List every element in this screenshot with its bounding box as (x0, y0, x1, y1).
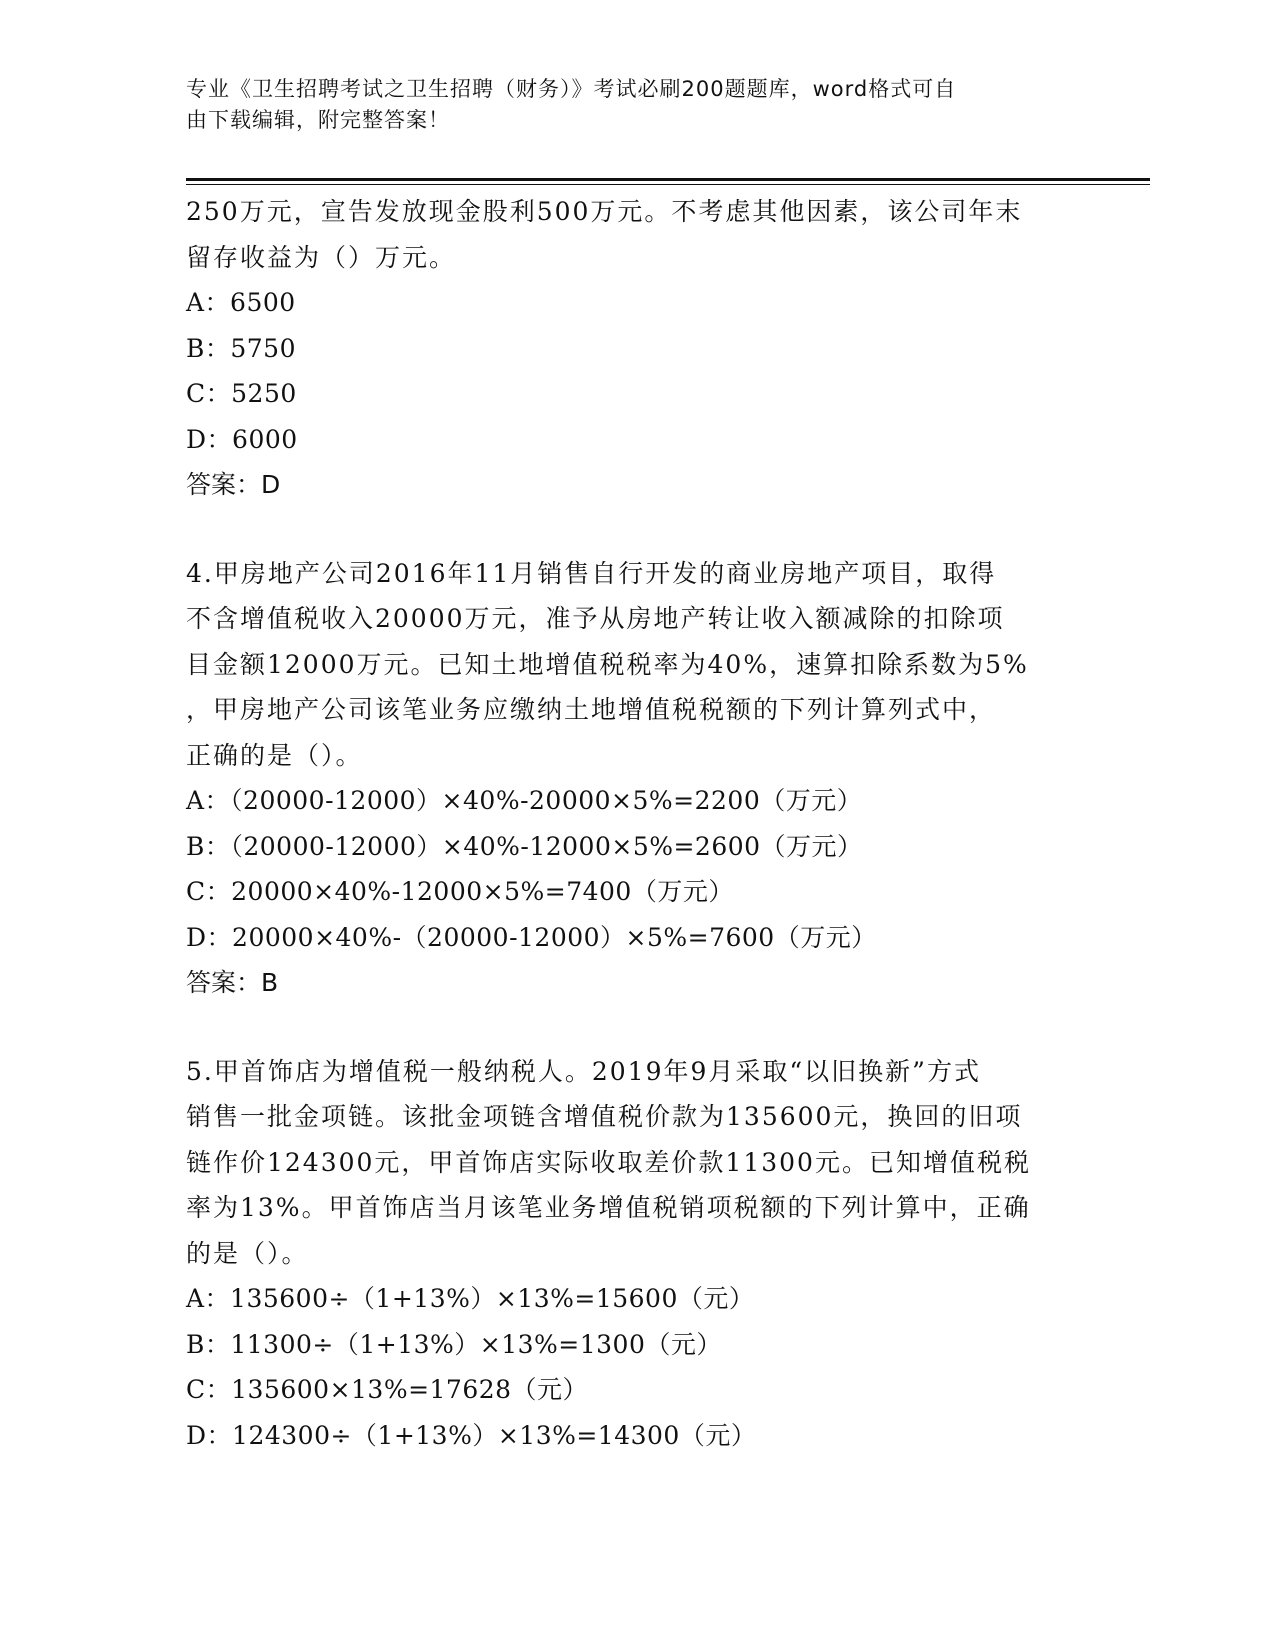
spacer (186, 1006, 1086, 1049)
question-4-option-d: D：20000×40%-（20000-12000）×5%=7600（万元） (186, 922, 877, 952)
question-3 (186, 189, 1086, 508)
question-4-text-line-3: 目金额12000万元。已知土地增值税税率为40%，速算扣除系数为5% (186, 649, 1029, 679)
question-4-option-a: A：（20000-12000）×40%-20000×5%=2200（万元） (186, 786, 863, 815)
document-header (186, 74, 1086, 136)
question-3-option-b: B：5750 (186, 333, 296, 363)
question-4-text-line-1: 4.甲房地产公司2016年11月销售自行开发的商业房地产项目，取得 (186, 558, 997, 588)
question-4-answer: 答案：B (186, 968, 279, 997)
question-4-option-b: B：（20000-12000）×40%-12000×5%=2600（万元） (186, 831, 863, 861)
question-3-option-a: A：6500 (186, 288, 296, 317)
header-divider-thick (186, 178, 1150, 181)
spacer (186, 508, 1086, 551)
question-5-text-line-4: 率为13%。甲首饰店当月该笔业务增值税销项税额的下列计算中，正确 (186, 1193, 1031, 1222)
question-3-option-d: D：6000 (186, 424, 298, 454)
question-4-text-line-5: 正确的是（）。 (186, 740, 363, 770)
question-4-text-line-2: 不含增值税收入20000万元，准予从房地产转让收入额减除的扣除项 (186, 604, 1005, 633)
question-5 (186, 1049, 1086, 1459)
question-5-option-a: A：135600÷（1+13%）×13%=15600（元） (186, 1284, 755, 1313)
question-5-option-b: B：11300÷（1+13%）×13%=1300（元） (186, 1329, 722, 1359)
question-3-text-line-2: 留存收益为（）万元。 (186, 242, 457, 272)
question-5-text-line-3: 链作价124300元，甲首饰店实际收取差价款11300元。已知增值税税 (186, 1147, 1031, 1177)
header-divider-thin (186, 184, 1150, 185)
question-4-text-line-4: ，甲房地产公司该笔业务应缴纳土地增值税税额的下列计算列式中， (186, 695, 997, 724)
question-5-option-d: D：124300÷（1+13%）×13%=14300（元） (186, 1420, 757, 1450)
header-line-1: 专业《卫生招聘考试之卫生招聘（财务）》考试必刷200题题库，word格式可自 (186, 77, 957, 101)
question-3-answer: 答案：D (186, 470, 281, 499)
question-5-text-line-1: 5.甲首饰店为增值税一般纳税人。2019年9月采取“以旧换新”方式 (186, 1056, 981, 1086)
question-content (186, 189, 1086, 1458)
header-line-2: 由下载编辑，附完整答案！ (186, 108, 450, 132)
question-4 (186, 551, 1086, 1006)
question-5-text-line-5: 的是（）。 (186, 1238, 309, 1268)
question-3-option-c: C：5250 (186, 379, 297, 408)
question-4-option-c: C：20000×40%-12000×5%=7400（万元） (186, 877, 734, 906)
question-5-text-line-2: 销售一批金项链。该批金项链含增值税价款为135600元，换回的旧项 (186, 1102, 1023, 1131)
question-3-text-line-1: 250万元，宣告发放现金股利500万元。不考虑其他因素，该公司年末 (186, 197, 1023, 226)
question-5-option-c: C：135600×13%=17628（元） (186, 1375, 589, 1404)
